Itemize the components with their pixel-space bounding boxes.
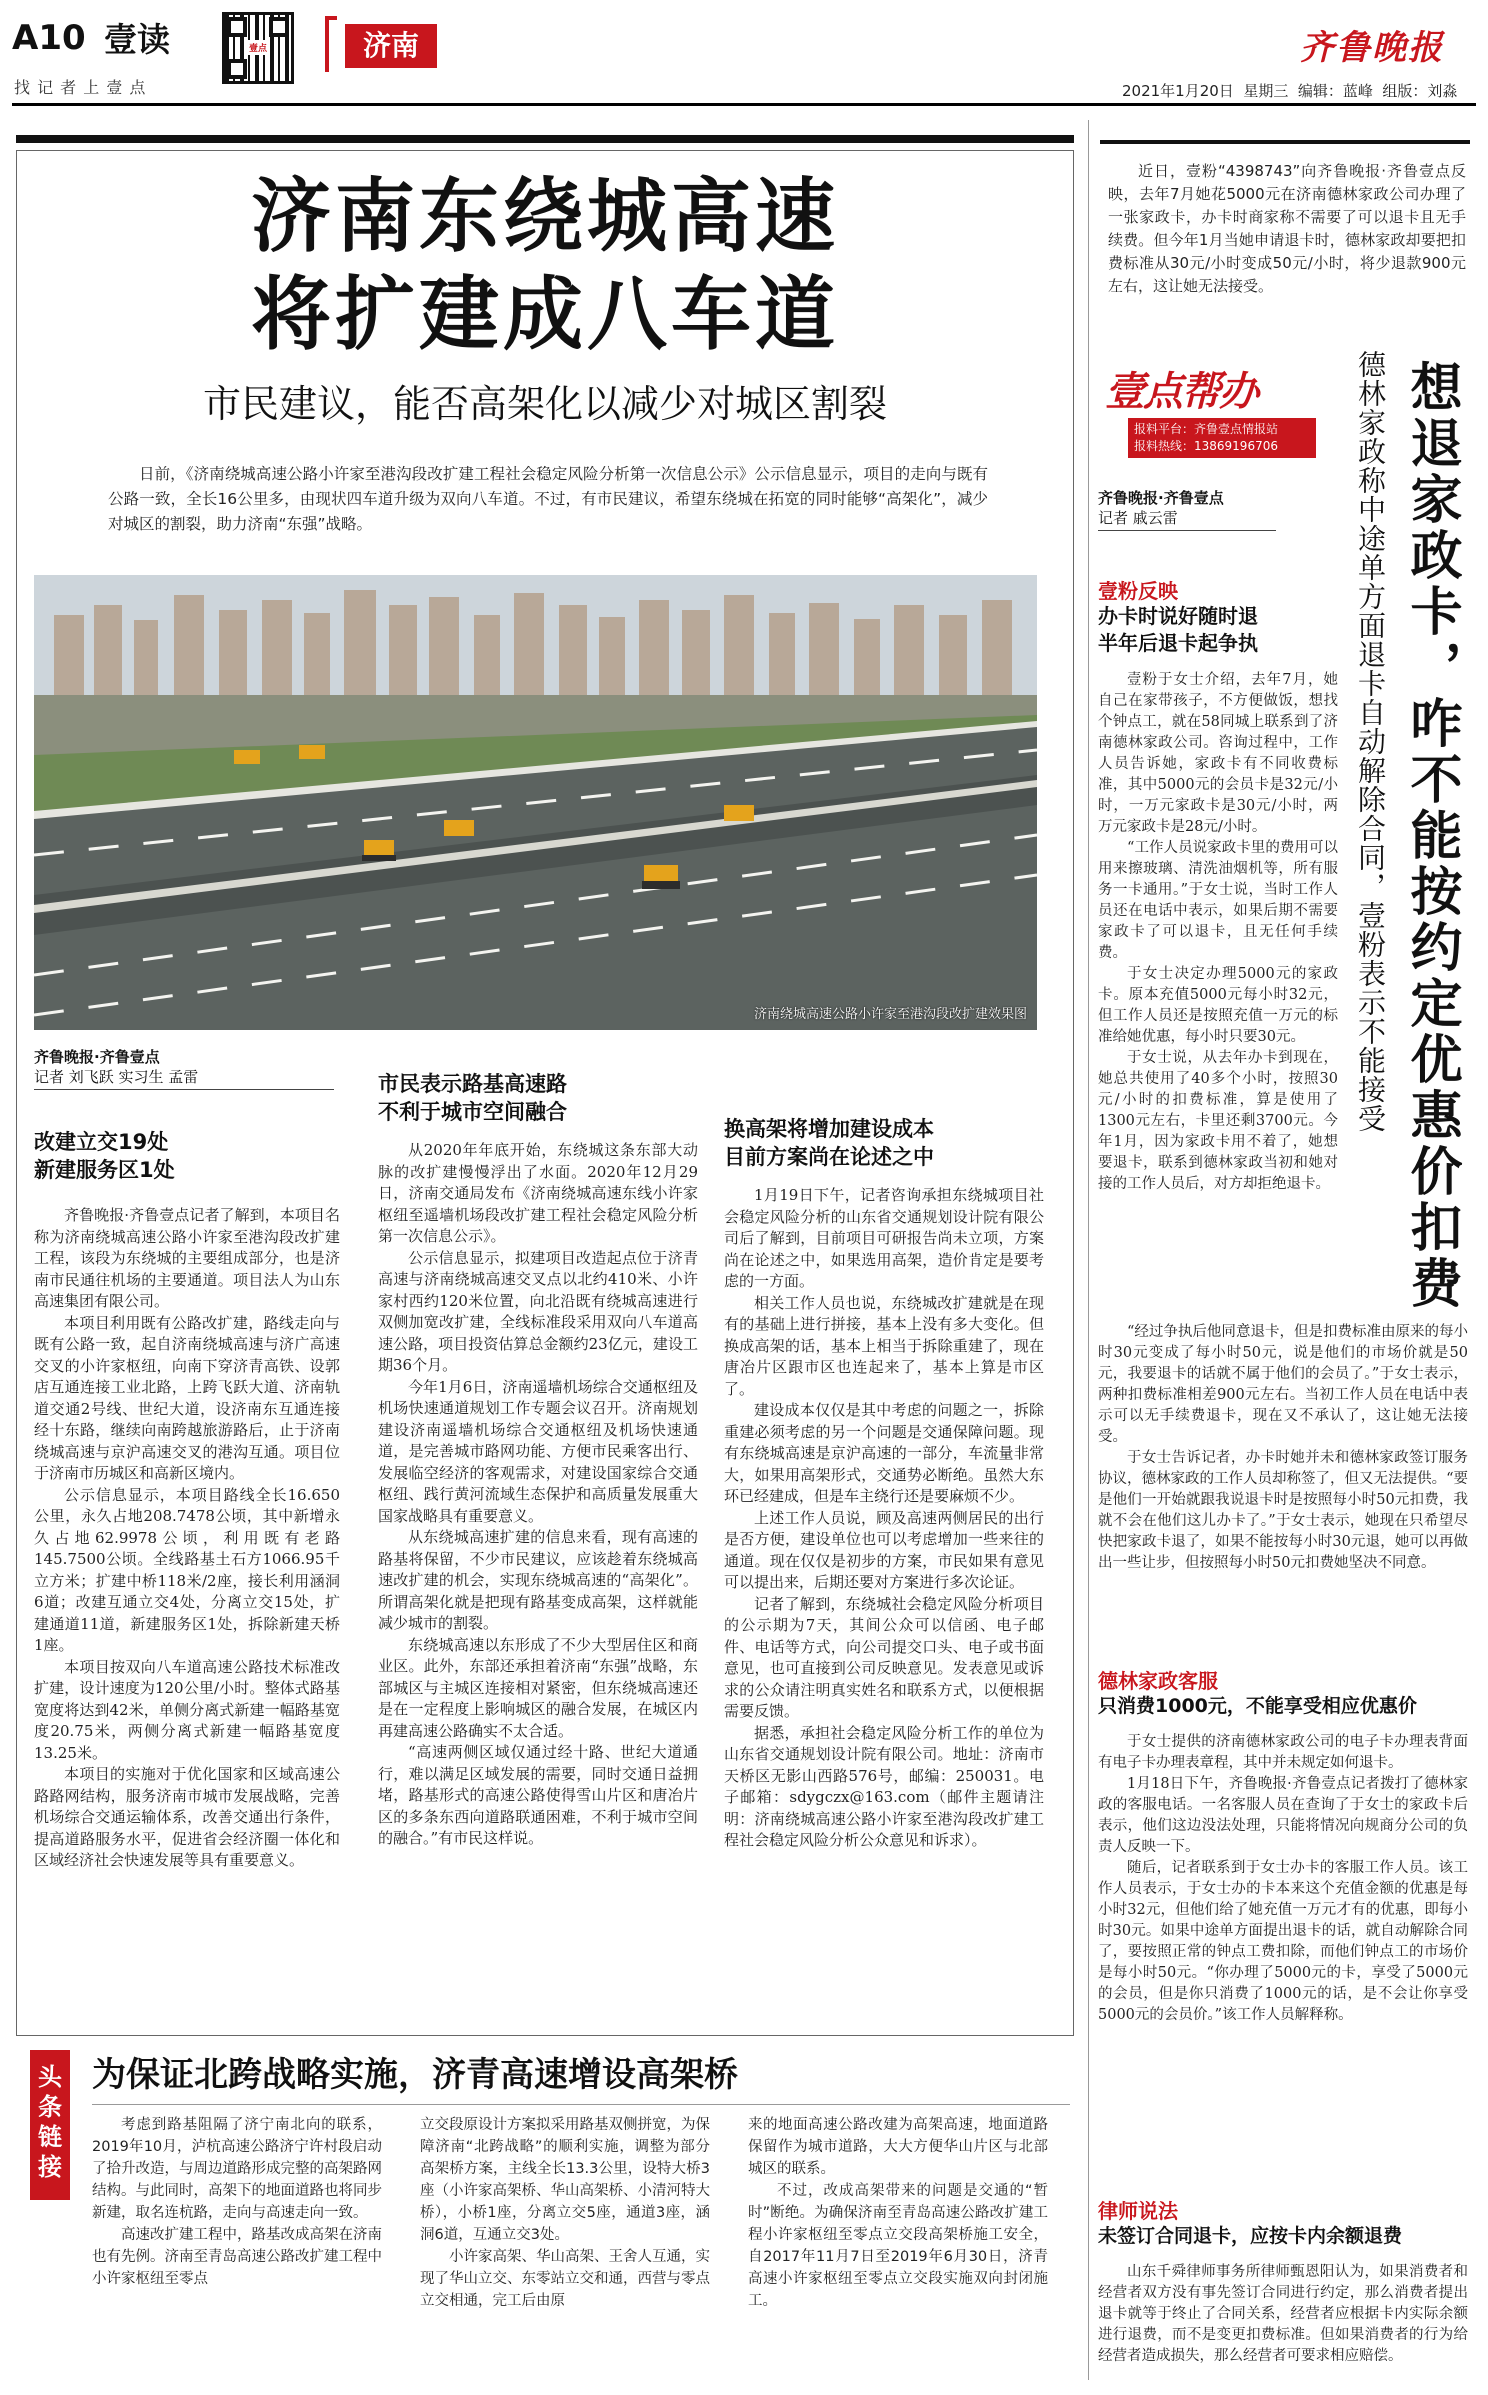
col2-heading: 市民表示路基高速路 不利于城市空间融合 — [378, 1072, 567, 1124]
sidebar-byline-outlet: 齐鲁晚报·齐鲁壹点 — [1098, 489, 1224, 507]
platform-box — [1128, 418, 1316, 458]
col1-heading: 改建立交19处 新建服务区1处 — [34, 1130, 175, 1182]
bangban-logo: 壹点帮办 — [1105, 369, 1257, 415]
qr-label: 壹点 — [247, 40, 269, 55]
section-slogan: 找 记 者 上 壹 点 — [14, 78, 147, 97]
s3-heading: 未签订合同退卡，应按卡内余额退费 — [1098, 2225, 1403, 2247]
related-col2 — [420, 2114, 710, 2312]
s2-p3: 随后，记者联系到于女士办卡的客服工作人员。该工作人员表示，于女士办的卡本来这个充值金额的优惠是每小时32元，但他们给了她充值一万元才有的优惠，即每小时30元。如果中途单方面提出退卡的话，就自动解除合同了，要按照正常的钟点工费扣除，而他们钟点工的市场价是每小时50元。“你办理了5000元的卡，享受了5000元的会员，但是你只消费了1000元的话，是不会让你享受5000元的会员价。”该工作人员解释称。 — [1098, 1860, 1468, 2023]
s1-heading: 办卡时说好随时退 半年后退卡起争执 — [1098, 604, 1258, 655]
col3-p5: 记者了解到，东绕城社会稳定风险分析项目的公示期为7天，其间公众可以信函、电子邮件、电话等方式，向公司提交口头、电子或书面意见，也可直接到公司反映意见。发表意见或诉求的公众请注明真实姓名和联系方式，以便根据需要反馈。 — [724, 1594, 1044, 1720]
s1-p3: 于女士决定办理5000元的家政卡。原本充值5000元每小时32元，但工作人员还是按照充值一万元的标准给她优惠，每小时只要30元。 — [1098, 966, 1338, 1045]
related-col3-p1: 来的地面高速公路改建为高架高速，地面道路保留作为城市道路，大大方便华山片区与北部城区的联系。 — [748, 2117, 1048, 2177]
section-name: 壹读 — [104, 20, 170, 59]
headline-line-1: 济南东绕城高速 — [251, 170, 839, 263]
paper-logo: 齐鲁晚报 — [1300, 28, 1444, 68]
col3-heading: 换高架将增加建设成本 目前方案尚在论述之中 — [724, 1117, 934, 1169]
col3-p6: 据悉，承担社会稳定风险分析工作的单位为山东省交通规划设计院有限公司。地址：济南市天桥区无影山西路576号，邮编：250031。电子邮箱：sdygczx@163.com（邮件主题请注明：济南绕城高速公路小许家至港沟段改扩建工程社会稳定风险分析公众意见和诉求）。 — [724, 1723, 1044, 1849]
main-headline — [90, 168, 1000, 364]
s3-p1: 山东千舜律师事务所律师甄恩阳认为，如果消费者和经营者双方没有事先签订合同进行约定，那么消费者提出退卡就等于终止了合同关系，经营者应根据卡内实际余额进行退费，而不是变更扣费标准。但如果消费者的行为给经营者造成损失，那么经营者可要求相应赔偿。 — [1098, 2264, 1468, 2364]
page-number: A10 — [12, 18, 86, 58]
related-tag-text: 头条链接 — [38, 2063, 62, 2181]
col2-p5: 东绕城高速以东形成了不少大型居住区和商业区。此外，东部还承担着济南“东强”战略，东部城区与主城区连接相对紧密，但东绕城高速还是在一定程度上影响城区的融合发展，在城区内再建高速公路确实不太合适。 — [378, 1635, 698, 1740]
col2-p2: 公示信息显示，拟建项目改造起点位于济青高速与济南绕城高速交叉点以北约410米、小许家村西约120米位置，向北沿既有绕城高速进行双侧加宽改扩建，全线标准段采用双向八车道高速公路，项目投资估算总金额约23亿元，建设工期36个月。 — [378, 1248, 698, 1374]
s1-kicker: 壹粉反映 — [1098, 579, 1178, 603]
s1-p1: 壹粉于女士介绍，去年7月，她自己在家带孩子，不方便做饭，想找个钟点工，就在58同城上联系到了济南德林家政公司。咨询过程中，工作人员告诉她，家政卡有不同收费标准，其中5000元的会员卡是32元/小时，一万元家政卡是30元/小时，两万元家政卡是28元/小时。 — [1098, 672, 1338, 835]
s1-p4: 于女士说，从去年办卡到现在，她总共使用了40多个小时，按照30元/小时的扣费标准，算是使用了1300元左右，卡里还剩3700元。今年1月，因为家政卡用不着了，她想要退卡，联系到德林家政当初和她对接的工作人员后，对方却拒绝退卡。 — [1098, 1050, 1338, 1192]
s2-p2: 1月18日下午，齐鲁晚报·齐鲁壹点记者拨打了德林家政的客服电话。一名客服人员在查询了于女士的家政卡后表示，他们这边没法处理，只能将情况向规商分公司的负责人反映一下。 — [1098, 1776, 1468, 1855]
sidebar-intro-text: 近日，壹粉“4398743”向齐鲁晚报·齐鲁壹点反映，去年7月她花5000元在济南德林家政公司办理了一张家政卡，办卡时商家称不需要了可以退卡且无手续费。但今年1月当她申请退卡时，德林家政却要把扣费标准从30元/小时变成50元/小时，将少退款900元左右，这让她无法接受。 — [1108, 162, 1466, 295]
highway-photo-art — [34, 575, 1037, 1030]
sidebar-top-rule — [1100, 140, 1470, 144]
related-col2-p1: 立交段原设计方案拟采用路基双侧拼宽，为保障济南“北跨战略”的顺利实施，调整为部分高架桥方案，主线全长13.3公里，设特大桥3座（小许家高架桥、华山高架桥、小清河特大桥），小桥1座，分离立交5座，通道3座，涵洞6道，互通立交3处。 — [420, 2117, 710, 2243]
s2-p1: 于女士提供的济南德林家政公司的电子卡办理表背面有电子卡办理表章程，其中并未规定如何退卡。 — [1098, 1734, 1468, 1771]
highway-photo[interactable] — [34, 575, 1037, 1030]
col2-p1: 从2020年年底开始，东绕城这条东部大动脉的改扩建慢慢浮出了水面。2020年12月29日，济南交通局发布《济南绕城高速东线小许家枢纽至遥墙机场段改扩建工程社会稳定风险分析第一次信息公示》。 — [378, 1141, 698, 1245]
col2-body — [378, 1140, 698, 1850]
s3-kicker: 律师说法 — [1098, 2199, 1178, 2223]
col1-p2: 本项目利用既有公路改扩建，路线走向与既有公路一致，起自济南绕城高速与济广高速交叉的小许家枢纽，向南下穿济青高铁、设郭店互通连接工业北路，上跨飞跃大道、济南轨道交通2号线、世纪大道，设济南东互通连接经十东路，继续向南跨越旅游路后，止于济南绕城高速与京沪高速交叉的港沟互通。项目位于济南市历城区和高新区境内。 — [34, 1313, 340, 1482]
col3-p1: 1月19日下午，记者咨询承担东绕城项目社会稳定风险分析的山东省交通规划设计院有限公司后了解到，目前项目可研报告尚未立项，方案尚在论述之中，如果选用高架，造价肯定是要考虑的一方面。 — [724, 1186, 1044, 1290]
col1-body — [34, 1205, 340, 1872]
related-title-rule — [92, 2104, 1070, 2105]
col2-p3: 今年1月6日，济南遥墙机场综合交通枢纽及机场快速通道规划工作专题会议召开。济南规划建设济南遥墙机场综合交通枢纽及机场快速通道，是完善城市路网功能、方便市民乘客出行、发展临空经济的客观需求，对建设国家综合交通枢纽、践行黄河流域生态保护和高质量发展重大国家战略具有重要意义。 — [378, 1377, 698, 1525]
region-tag: 济南 — [345, 24, 437, 68]
s2-kicker: 德林家政客服 — [1098, 1669, 1218, 1693]
related-col1-p1: 考虑到路基阻隔了济宁南北向的联系，2019年10月，泸杭高速公路济宁许村段启动了拾升改造，与周边道路形成完整的高架路网结构。与此同时，高架下的地面道路也将同步新建，取名连杭路，走向与高速走向一致。 — [92, 2117, 382, 2221]
related-col3-p2: 不过，改成高架带来的问题是交通的“暂时”断绝。为确保济南至青岛高速公路改扩建工程小许家枢纽至零点立交段高架桥施工安全，自2017年11月7日至2019年6月30日，济青高速小许家枢纽至零点立交段实施双向封闭施工。 — [748, 2183, 1048, 2309]
lead-paragraph — [108, 462, 988, 537]
platform-line-2: 报料热线：13869196706 — [1134, 439, 1278, 453]
s3-body — [1098, 2262, 1468, 2367]
s1-body — [1098, 670, 1338, 1195]
col2-p6: “高速两侧区域仅通过经十路、世纪大道通行，难以满足区域发展的需要，同时交通日益拥堵，路基形式的高速公路使得雪山片区和唐冶片区的多条东西向道路联通困难，不利于城市空间的融合。”有市民这样说。 — [378, 1743, 698, 1847]
byline-reporters: 记者 刘飞跃 实习生 孟雷 — [34, 1068, 199, 1086]
col3-p3: 建设成本仅仅是其中考虑的问题之一，拆除重建必须考虑的另一个问题是交通保障问题。现有东绕城高速是京沪高速的一部分，车流量非常大，如果用高架形式，交通势必断绝。虽然大东环已经建成，但是车主绕行还是要麻烦不少。 — [724, 1401, 1044, 1505]
col1-p5: 本项目的实施对于优化国家和区域高速公路路网结构，服务济南市城市发展战略，完善机场综合交通运输体系，改善交通出行条件，提高道路服务水平，促进省会经济圈一体化和区域经济社会快速发展等具有重要意义。 — [34, 1765, 340, 1869]
date-line: 2021年1月20日 星期三 编辑：蓝峰 组版：刘淼 — [1122, 82, 1458, 100]
related-tag — [30, 2050, 70, 2200]
main-subtitle: 市民建议，能否高架化以减少对城区割裂 — [202, 382, 887, 426]
col2-p4: 从东绕城高速扩建的信息来看，现有高速的路基将保留，不少市民建议，应该趁着东绕城高速改扩建的机会，实现东绕城高速的“高架化”。所谓高架化就是把现有路基变成高架，这样就能减少城市的割裂。 — [378, 1528, 698, 1632]
col1-p3: 公示信息显示，本项目路线全长16.650公里，永久占地208.7478公顷，其中新增永久占地62.9978公顷，利用既有老路145.7500公顷。全线路基土石方1066.95千立方米；扩建中桥118米/2座，接长利用涵洞6道；改建互通立交4处，分离立交15处，扩建通道11道，新建服务区1处，拆除新建天桥1座。 — [34, 1485, 340, 1654]
related-col3 — [748, 2114, 1048, 2312]
col3-body — [724, 1185, 1044, 1852]
col1-byline — [34, 1047, 334, 1090]
photo-caption: 济南绕城高速公路小许家至港沟段改扩建效果图 — [753, 1007, 1027, 1022]
sidebar-vertical-title: 想退家政卡，咋不能按约定优惠价扣费 — [1401, 360, 1461, 1312]
col3-p2: 相关工作人员也说，东绕城改扩建就是在现有的基础上进行拼接，基本上没有多大变化。但换成高架的话，基本上相当于拆除重建了，现在唐冶片区跟市区也连起来了，基本上算是市区了。 — [724, 1293, 1044, 1398]
s1-p6: 于女士告诉记者，办卡时她并未和德林家政签订服务协议，德林家政的工作人员却称签了，但又无法提供。“要是他们一开始就跟我说退卡时是按照每小时50元扣费，我就不会在他们这儿办卡了。”于女士表示，她现在只希望尽快把家政卡退了，如果不能按每小时30元退，她可以再做出一些让步，但按照每小时50元扣费她坚决不同意。 — [1098, 1450, 1468, 1571]
related-col1-p2: 高速改扩建工程中，路基改成高架在济南也有先例。济南至青岛高速公路改扩建工程中小许家枢纽至零点 — [92, 2227, 382, 2287]
col1-p4: 本项目按双向八车道高速公路技术标准改扩建，设计速度为120公里/小时。整体式路基宽度将达到42米，单侧分离式新建一幅路基宽度20.75米，两侧分离式新建一幅路基宽度13.25米。 — [34, 1657, 340, 1762]
s2-heading: 只消费1000元，不能享受相应优惠价 — [1098, 1695, 1417, 1717]
col3-p4: 上述工作人员说，顾及高速两侧居民的出行是否方便，建设单位也可以考虑增加一些来往的通道。现在仅仅是初步的方案，市民如果有意见可以提出来，后期还要对方案进行多次论证。 — [724, 1508, 1044, 1591]
related-col2-p2: 小许家高架、华山高架、王舍人互通，实现了华山立交、东零站立交和通，西营与零点立交相通，完工后由原 — [420, 2249, 710, 2309]
platform-line-1: 报料平台：齐鲁壹点情报站 — [1134, 422, 1279, 436]
sidebar-byline-reporter: 记者 戚云雷 — [1098, 509, 1178, 527]
sidebar-vertical-subtitle: 德林家政称中途单方面退卡自动解除合同，壹粉表示不能接受 — [1354, 350, 1387, 1133]
region-tag-bracket — [325, 16, 337, 72]
qr-code[interactable] — [222, 12, 294, 84]
headline-line-2: 将扩建成八车道 — [251, 268, 839, 361]
sidebar-divider — [1088, 120, 1089, 2380]
main-story-topbar — [16, 135, 1074, 143]
sidebar-byline — [1098, 488, 1276, 531]
s1-p2: “工作人员说家政卡里的费用可以用来擦玻璃、清洗油烟机等，所有服务一卡通用。”于女士说，当时工作人员还在电话中表示，如果后期不需要家政卡了可以退卡，且无任何手续费。 — [1098, 840, 1338, 961]
byline-outlet: 齐鲁晚报·齐鲁壹点 — [34, 1048, 160, 1066]
lead-text: 日前，《济南绕城高速公路小许家至港沟段改扩建工程社会稳定风险分析第一次信息公示》公示信息显示，项目的走向与既有公路一致，全长16公里多，由现状四车道升级为双向八车道。不过，有市民建议，希望东绕城在拓宽的同时能够“高架化”，减少对城区的割裂，助力济南“东强”战略。 — [108, 465, 988, 533]
sidebar-intro — [1108, 160, 1466, 298]
s1-p5: “经过争执后他同意退卡，但是扣费标准由原来的每小时30元变成了每小时50元，说是他们的市场价就是50元，我要退卡的话就不属于他们的会员了。”于女士表示，两种扣费标准相差900元左右。当初工作人员在电话中表示可以无手续费退卡，现在又不承认了，这让她无法接受。 — [1098, 1324, 1468, 1445]
related-col1 — [92, 2114, 382, 2290]
col1-p1: 齐鲁晚报·齐鲁壹点记者了解到，本项目名称为济南绕城高速公路小许家至港沟段改扩建工程，该段为东绕城的主要组成部分，也是济南市民通往机场的主要通道。项目法人为山东高速集团有限公司。 — [34, 1206, 340, 1310]
masthead-rule — [12, 103, 1476, 106]
s2-body — [1098, 1732, 1468, 2026]
related-title: 为保证北跨战略实施，济青高速增设高架桥 — [92, 2055, 738, 2095]
s1-body-wide — [1098, 1322, 1468, 1574]
